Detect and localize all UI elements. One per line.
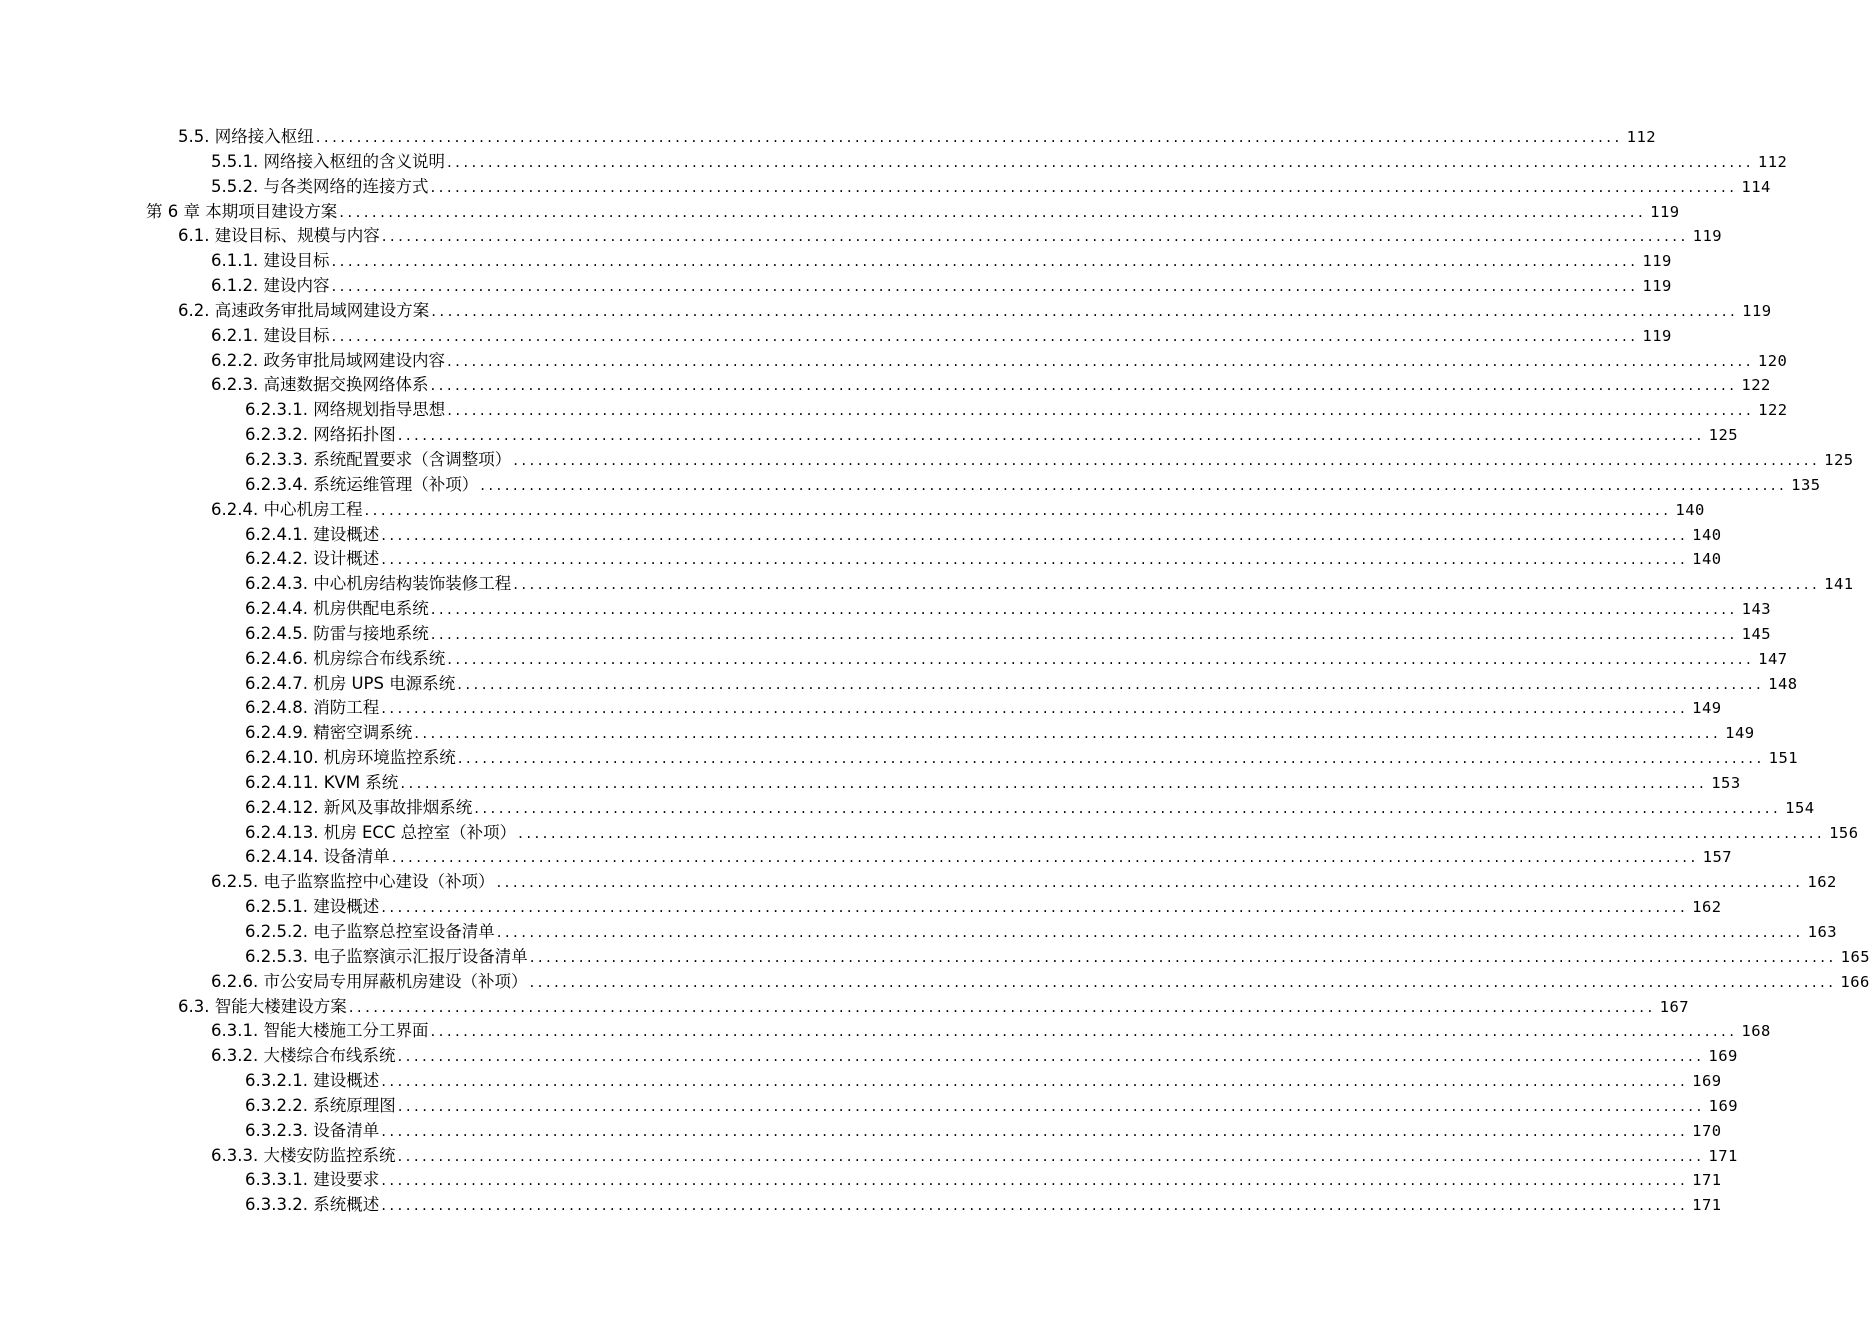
toc-entry-page-number: 169 xyxy=(1708,1096,1739,1115)
toc-entry[interactable] xyxy=(0,274,1672,299)
toc-entry-leader-row xyxy=(245,1119,1722,1144)
toc-dot-leader: ................................................................................................................................................................ xyxy=(529,947,1837,966)
toc-entry-title: 6.1.1. 建设目标 xyxy=(211,249,331,274)
toc-entry-page-number: 140 xyxy=(1692,550,1722,569)
toc-entry-page-number: 169 xyxy=(1708,1047,1738,1066)
toc-entry-leader-row xyxy=(245,821,1859,846)
toc-entry-page-number: 149 xyxy=(1692,699,1722,718)
toc-entry[interactable] xyxy=(0,696,1722,721)
toc-entry-title: 6.2. 高速政务审批局域网建设方案 xyxy=(178,299,431,324)
toc-entry[interactable] xyxy=(0,945,1870,970)
toc-entry-page-number: 122 xyxy=(1758,401,1788,420)
toc-entry-title: 6.1. 建设目标、规模与内容 xyxy=(178,224,382,249)
toc-entry-leader-row xyxy=(211,1144,1738,1169)
toc-dot-leader: ................................................................................................................................................................ xyxy=(331,252,1639,271)
toc-entry[interactable] xyxy=(0,523,1722,548)
table-of-contents xyxy=(0,125,1870,1218)
toc-entry-title: 6.2.4.9. 精密空调系统 xyxy=(245,721,414,746)
toc-entry-title: 6.3.2.3. 设备清单 xyxy=(245,1119,381,1144)
toc-entry-page-number: 141 xyxy=(1824,575,1854,594)
toc-entry-title: 6.2.4.14. 设备清单 xyxy=(245,845,392,870)
toc-entry-leader-row xyxy=(178,125,1657,150)
toc-dot-leader: ................................................................................................................................................................ xyxy=(474,798,1782,817)
toc-entry[interactable] xyxy=(0,324,1672,349)
toc-entry-leader-row xyxy=(245,895,1722,920)
toc-dot-leader: ................................................................................................................................................................ xyxy=(381,1171,1689,1190)
toc-entry-title: 6.3.1. 智能大楼施工分工界面 xyxy=(211,1019,430,1044)
toc-entry[interactable] xyxy=(0,995,1690,1020)
toc-entry-page-number: 151 xyxy=(1768,749,1799,768)
toc-entry-leader-row xyxy=(211,324,1672,349)
toc-entry-page-number: 114 xyxy=(1741,177,1771,196)
toc-entry-title: 6.2.6. 市公安局专用屏蔽机房建设（补项） xyxy=(211,970,529,995)
toc-entry[interactable] xyxy=(0,622,1772,647)
toc-entry-leader-row xyxy=(245,473,1821,498)
toc-entry-page-number: 143 xyxy=(1741,600,1772,619)
toc-entry-leader-row xyxy=(245,523,1722,548)
toc-entry[interactable] xyxy=(0,572,1854,597)
toc-dot-leader: ................................................................................................................................................................ xyxy=(430,376,1738,395)
toc-entry[interactable] xyxy=(0,672,1798,697)
toc-entry-title: 6.2.4.12. 新风及事故排烟系统 xyxy=(245,796,474,821)
toc-dot-leader: ................................................................................................................................................................ xyxy=(447,401,1755,420)
toc-entry-title: 6.3.2.2. 系统原理图 xyxy=(245,1094,398,1119)
toc-entry-page-number: 119 xyxy=(1692,227,1723,246)
toc-entry[interactable] xyxy=(0,175,1771,200)
toc-entry-leader-row xyxy=(245,696,1722,721)
toc-entry-leader-row xyxy=(211,150,1788,175)
toc-entry-page-number: 140 xyxy=(1692,525,1722,544)
toc-entry-title: 6.2.4.6. 机房综合布线系统 xyxy=(245,647,447,672)
toc-entry-title: 6.3.3.1. 建设要求 xyxy=(245,1168,381,1193)
toc-dot-leader: ................................................................................................................................................................ xyxy=(518,823,1826,842)
toc-entry-page-number: 119 xyxy=(1650,202,1680,221)
toc-dot-leader: ................................................................................................................................................................ xyxy=(529,972,1837,991)
toc-entry[interactable] xyxy=(0,473,1821,498)
toc-entry[interactable] xyxy=(0,647,1788,672)
toc-dot-leader: ................................................................................................................................................................ xyxy=(430,624,1738,643)
toc-entry-leader-row xyxy=(146,200,1680,225)
toc-entry-page-number: 171 xyxy=(1708,1146,1738,1165)
toc-entry-leader-row xyxy=(245,721,1755,746)
toc-dot-leader: ................................................................................................................................................................ xyxy=(381,525,1689,544)
toc-entry[interactable] xyxy=(0,1044,1738,1069)
toc-entry-page-number: 149 xyxy=(1725,724,1755,743)
toc-entry-leader-row xyxy=(245,1193,1722,1218)
toc-entry-title: 6.2.3.3. 系统配置要求（含调整项） xyxy=(245,448,513,473)
toc-entry[interactable] xyxy=(0,597,1772,622)
toc-entry-leader-row xyxy=(211,1044,1738,1069)
toc-entry-leader-row xyxy=(211,373,1771,398)
toc-entry-title: 6.2.4.2. 设计概述 xyxy=(245,547,381,572)
toc-entry-page-number: 148 xyxy=(1768,674,1798,693)
toc-entry[interactable] xyxy=(0,547,1722,572)
toc-dot-leader: ................................................................................................................................................................ xyxy=(381,898,1689,917)
toc-entry-leader-row xyxy=(211,970,1870,995)
toc-entry-page-number: 165 xyxy=(1840,947,1870,966)
toc-entry[interactable] xyxy=(0,125,1657,150)
toc-entry-page-number: 168 xyxy=(1741,1022,1771,1041)
toc-dot-leader: ................................................................................................................................................................ xyxy=(397,1047,1705,1066)
toc-dot-leader: ................................................................................................................................................................ xyxy=(397,1096,1705,1115)
toc-entry-leader-row xyxy=(245,845,1733,870)
toc-entry-leader-row xyxy=(245,647,1788,672)
toc-entry[interactable] xyxy=(0,1094,1739,1119)
toc-dot-leader: ................................................................................................................................................................ xyxy=(446,351,1754,370)
toc-entry-title: 6.2.4.5. 防雷与接地系统 xyxy=(245,622,431,647)
toc-dot-leader: ................................................................................................................................................................ xyxy=(457,749,1765,768)
toc-entry-title: 6.2.2. 政务审批局域网建设内容 xyxy=(211,349,447,374)
toc-dot-leader: ................................................................................................................................................................ xyxy=(391,848,1699,867)
toc-dot-leader: ................................................................................................................................................................ xyxy=(496,923,1804,941)
toc-dot-leader: ................................................................................................................................................................ xyxy=(430,177,1738,196)
toc-entry[interactable] xyxy=(0,1019,1771,1044)
toc-entry[interactable] xyxy=(0,1193,1722,1218)
toc-dot-leader: ................................................................................................................................................................ xyxy=(381,227,1689,246)
toc-entry-page-number: 119 xyxy=(1642,277,1672,296)
toc-dot-leader: ................................................................................................................................................................ xyxy=(496,873,1804,892)
toc-entry-page-number: 112 xyxy=(1757,152,1788,171)
toc-entry-leader-row xyxy=(245,672,1798,697)
toc-entry-page-number: 166 xyxy=(1840,972,1870,991)
toc-entry[interactable] xyxy=(0,398,1788,423)
toc-entry[interactable] xyxy=(0,870,1837,895)
toc-entry-leader-row xyxy=(211,274,1672,299)
toc-dot-leader: ................................................................................................................................................................ xyxy=(457,674,1765,693)
toc-entry-page-number: 156 xyxy=(1829,823,1859,842)
toc-entry-leader-row xyxy=(245,1069,1722,1094)
toc-dot-leader: ................................................................................................................................................................ xyxy=(480,475,1788,494)
toc-entry-page-number: 135 xyxy=(1791,475,1821,494)
toc-entry-title: 6.2.4.7. 机房 UPS 电源系统 xyxy=(245,672,457,697)
toc-dot-leader: ................................................................................................................................................................ xyxy=(331,277,1639,296)
toc-entry-leader-row xyxy=(211,349,1788,374)
toc-entry-title: 6.2.4.3. 中心机房结构装饰装修工程 xyxy=(245,572,513,597)
toc-entry-page-number: 119 xyxy=(1642,252,1672,271)
toc-entry-title: 6.3.2.1. 建设概述 xyxy=(245,1069,381,1094)
toc-entry-leader-row xyxy=(245,423,1739,448)
toc-dot-leader: ................................................................................................................................................................ xyxy=(339,202,1647,221)
toc-entry-page-number: 162 xyxy=(1692,898,1722,917)
toc-entry-leader-row xyxy=(211,175,1771,200)
toc-entry-leader-row xyxy=(178,995,1690,1020)
toc-entry[interactable] xyxy=(0,821,1859,846)
toc-dot-leader: ................................................................................................................................................................ xyxy=(348,997,1656,1016)
toc-entry-page-number: 145 xyxy=(1741,624,1772,643)
toc-entry-leader-row xyxy=(245,1094,1739,1119)
toc-entry-leader-row xyxy=(211,870,1837,895)
toc-dot-leader: ................................................................................................................................................................ xyxy=(397,1146,1705,1165)
toc-entry-leader-row xyxy=(245,1168,1722,1193)
toc-entry-page-number: 119 xyxy=(1642,326,1672,345)
toc-dot-leader: ................................................................................................................................................................ xyxy=(381,1196,1689,1215)
toc-entry-title: 6.2.4.1. 建设概述 xyxy=(245,523,381,548)
toc-dot-leader: ................................................................................................................................................................ xyxy=(315,128,1623,146)
toc-dot-leader: ................................................................................................................................................................ xyxy=(397,426,1705,445)
toc-dot-leader: ................................................................................................................................................................ xyxy=(513,575,1821,594)
toc-entry-title: 6.2.4.11. KVM 系统 xyxy=(245,771,400,796)
toc-entry[interactable] xyxy=(0,200,1680,225)
toc-entry-title: 6.2.4.8. 消防工程 xyxy=(245,696,381,721)
toc-entry-leader-row xyxy=(245,547,1722,572)
toc-dot-leader: ................................................................................................................................................................ xyxy=(364,500,1672,519)
toc-entry[interactable] xyxy=(0,1069,1722,1094)
toc-entry[interactable] xyxy=(0,721,1755,746)
toc-entry-page-number: 170 xyxy=(1692,1121,1722,1140)
toc-entry-page-number: 171 xyxy=(1692,1171,1722,1190)
toc-entry-title: 6.2.1. 建设目标 xyxy=(211,324,331,349)
toc-entry-page-number: 163 xyxy=(1807,923,1838,941)
toc-entry-leader-row xyxy=(245,796,1815,821)
toc-dot-leader: ................................................................................................................................................................ xyxy=(513,450,1821,469)
toc-dot-leader: ................................................................................................................................................................ xyxy=(331,326,1639,345)
toc-entry[interactable] xyxy=(0,845,1733,870)
toc-entry-page-number: 112 xyxy=(1626,128,1657,146)
toc-entry-title: 5.5.2. 与各类网络的连接方式 xyxy=(211,175,430,200)
toc-entry[interactable] xyxy=(0,970,1870,995)
toc-entry-leader-row xyxy=(245,572,1854,597)
toc-entry[interactable] xyxy=(0,1168,1722,1193)
toc-entry-title: 6.2.4.4. 机房供配电系统 xyxy=(245,597,431,622)
toc-entry[interactable] xyxy=(0,796,1815,821)
toc-entry-title: 5.5.1. 网络接入枢纽的含义说明 xyxy=(211,150,447,175)
toc-entry[interactable] xyxy=(0,448,1854,473)
toc-entry-leader-row xyxy=(245,398,1788,423)
toc-entry-page-number: 154 xyxy=(1785,798,1815,817)
toc-entry-title: 6.3.3.2. 系统概述 xyxy=(245,1193,381,1218)
toc-entry-leader-row xyxy=(178,299,1772,324)
toc-dot-leader: ................................................................................................................................................................ xyxy=(381,1072,1689,1091)
toc-dot-leader: ................................................................................................................................................................ xyxy=(400,773,1708,792)
toc-entry-leader-row xyxy=(245,920,1838,945)
toc-entry-title: 6.2.4. 中心机房工程 xyxy=(211,498,364,523)
toc-entry[interactable] xyxy=(0,249,1672,274)
toc-dot-leader: ................................................................................................................................................................ xyxy=(381,1121,1689,1140)
toc-entry-title: 6.2.4.13. 机房 ECC 总控室（补项） xyxy=(245,821,518,846)
toc-dot-leader: ................................................................................................................................................................ xyxy=(381,699,1689,718)
toc-entry-page-number: 171 xyxy=(1692,1196,1722,1215)
toc-entry-leader-row xyxy=(211,249,1672,274)
toc-dot-leader: ................................................................................................................................................................ xyxy=(430,600,1738,619)
toc-entry-title: 6.2.4.10. 机房环境监控系统 xyxy=(245,746,458,771)
toc-entry-title: 6.2.3.4. 系统运维管理（补项） xyxy=(245,473,480,498)
toc-entry-leader-row xyxy=(211,498,1705,523)
toc-entry-title: 第 6 章 本期项目建设方案 xyxy=(146,200,339,225)
toc-entry-page-number: 125 xyxy=(1708,426,1739,445)
toc-entry-leader-row xyxy=(245,622,1772,647)
toc-entry[interactable] xyxy=(0,349,1788,374)
toc-entry-page-number: 140 xyxy=(1675,500,1705,519)
toc-entry[interactable] xyxy=(0,895,1722,920)
toc-dot-leader: ................................................................................................................................................................ xyxy=(446,152,1754,171)
toc-entry-leader-row xyxy=(211,1019,1771,1044)
toc-entry-title: 6.3.2. 大楼综合布线系统 xyxy=(211,1044,397,1069)
toc-entry-title: 6.2.5.3. 电子监察演示汇报厅设备清单 xyxy=(245,945,530,970)
toc-entry-page-number: 169 xyxy=(1692,1072,1722,1091)
toc-entry[interactable] xyxy=(0,373,1771,398)
toc-entry-title: 6.2.3.2. 网络拓扑图 xyxy=(245,423,398,448)
toc-entry-page-number: 125 xyxy=(1824,450,1854,469)
toc-entry[interactable] xyxy=(0,498,1705,523)
toc-entry-title: 6.2.3. 高速数据交换网络体系 xyxy=(211,373,430,398)
toc-entry-title: 6.2.5.1. 建设概述 xyxy=(245,895,381,920)
toc-entry[interactable] xyxy=(0,150,1788,175)
toc-dot-leader: ................................................................................................................................................................ xyxy=(381,550,1689,569)
toc-entry-title: 6.2.5. 电子监察监控中心建设（补项） xyxy=(211,870,496,895)
toc-entry-page-number: 147 xyxy=(1758,649,1788,668)
toc-entry-page-number: 162 xyxy=(1807,873,1837,892)
toc-entry[interactable] xyxy=(0,224,1723,249)
toc-entry-title: 6.1.2. 建设内容 xyxy=(211,274,331,299)
toc-entry[interactable] xyxy=(0,746,1799,771)
toc-dot-leader: ................................................................................................................................................................ xyxy=(431,301,1739,320)
toc-entry[interactable] xyxy=(0,920,1838,945)
toc-dot-leader: ................................................................................................................................................................ xyxy=(430,1022,1738,1041)
toc-entry[interactable] xyxy=(0,1144,1738,1169)
toc-entry-leader-row xyxy=(245,771,1741,796)
toc-entry-leader-row xyxy=(245,945,1870,970)
toc-entry-leader-row xyxy=(245,597,1772,622)
toc-dot-leader: ................................................................................................................................................................ xyxy=(414,724,1722,743)
toc-entry-page-number: 157 xyxy=(1702,848,1733,867)
toc-entry-page-number: 122 xyxy=(1741,376,1771,395)
toc-entry[interactable] xyxy=(0,423,1739,448)
toc-entry-title: 5.5. 网络接入枢纽 xyxy=(178,125,316,150)
toc-entry-page-number: 119 xyxy=(1742,301,1772,320)
toc-entry-page-number: 153 xyxy=(1711,773,1741,792)
toc-entry[interactable] xyxy=(0,299,1772,324)
toc-entry-page-number: 120 xyxy=(1757,351,1788,370)
toc-entry-title: 6.2.5.2. 电子监察总控室设备清单 xyxy=(245,920,497,945)
toc-entry-title: 6.2.3.1. 网络规划指导思想 xyxy=(245,398,447,423)
toc-entry-title: 6.3.3. 大楼安防监控系统 xyxy=(211,1144,397,1169)
toc-entry-leader-row xyxy=(178,224,1723,249)
toc-entry-leader-row xyxy=(245,448,1854,473)
toc-entry-title: 6.3. 智能大楼建设方案 xyxy=(178,995,349,1020)
toc-entry[interactable] xyxy=(0,1119,1722,1144)
toc-entry-leader-row xyxy=(245,746,1799,771)
toc-entry[interactable] xyxy=(0,771,1741,796)
toc-dot-leader: ................................................................................................................................................................ xyxy=(447,649,1755,668)
toc-entry-page-number: 167 xyxy=(1659,997,1690,1016)
